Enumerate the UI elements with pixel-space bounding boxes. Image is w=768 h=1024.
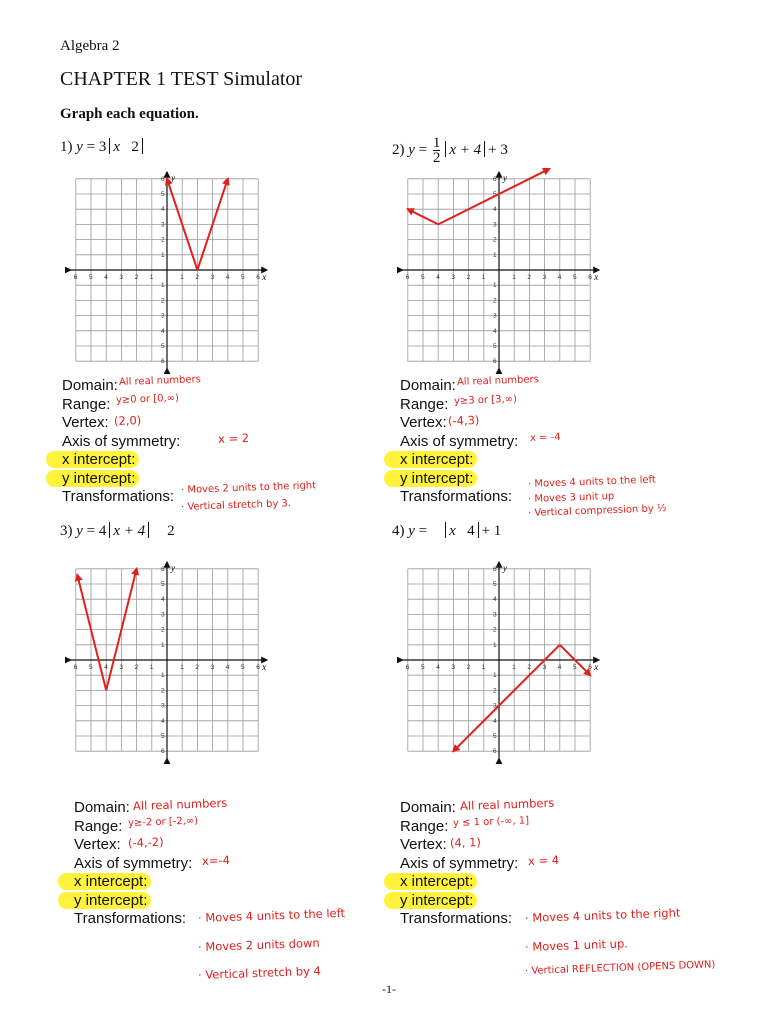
transformations-label: Transformations: [74, 910, 186, 927]
vertex-label: Vertex: [62, 414, 109, 431]
answer-2-range: y≥3 or [3,∞) [453, 393, 518, 407]
graph-left-ray [77, 575, 106, 691]
x-tick-label: 6 [73, 274, 78, 281]
x-intercept-label: x intercept: [384, 451, 477, 468]
x-tick-label: 5 [89, 274, 93, 281]
answer-3-domain: All real numbers [132, 795, 228, 813]
domain-label: Domain: [74, 799, 130, 816]
y-tick-label: 4 [493, 596, 497, 604]
y-tick-label: 6 [161, 565, 165, 573]
y-tick-label: 3 [493, 221, 497, 229]
problem-4-equation: 4) y = x 4 + 1 [392, 523, 502, 539]
x-tick-label: 6 [588, 664, 592, 671]
y-tick-label: 4 [161, 596, 165, 604]
y-tick-label: 2 [161, 297, 165, 305]
vertex-label: Vertex: [400, 836, 447, 853]
y-tick-label: 5 [161, 191, 165, 198]
graph-2 [392, 158, 612, 380]
y-tick-label: 6 [161, 175, 165, 183]
page-number: -1- [382, 982, 396, 996]
answer-1-domain: All real numbers [118, 374, 202, 388]
y-tick-label: 1 [493, 282, 497, 290]
y-tick-label: 3 [161, 221, 165, 229]
range-label: Range: [400, 395, 449, 413]
domain-label: Domain: [400, 799, 456, 816]
x-tick-label: 4 [557, 664, 562, 671]
y-tick-label: 4 [161, 327, 165, 335]
x-tick-label: 6 [405, 274, 410, 281]
y-tick-label: 2 [493, 297, 497, 305]
y-tick-label: 3 [493, 611, 497, 619]
x-tick-label: 2 [527, 664, 532, 671]
x-tick-label: 1 [512, 664, 516, 671]
x-tick-label: 2 [134, 274, 139, 281]
x-tick-label: 4 [104, 274, 108, 281]
y-tick-label: 6 [493, 565, 497, 573]
x-tick-label: 6 [405, 664, 410, 671]
x-tick-label: 2 [195, 274, 200, 281]
answer-1-vertex: (2,0) [113, 413, 142, 428]
x-axis-letter: x [594, 662, 599, 672]
problem-1-equation: 1) y = 3 x 2 [60, 138, 146, 156]
range-label: Range: [74, 817, 123, 835]
x-tick-label: 6 [73, 664, 78, 671]
x-tick-label: 1 [481, 274, 486, 281]
answer-2-vertex: (-4,3) [447, 412, 480, 428]
course-name: Algebra 2 [60, 38, 120, 54]
y-tick-label: 2 [493, 236, 497, 244]
y-tick-label: 1 [161, 282, 165, 290]
x-tick-label: 4 [436, 664, 440, 671]
transformations-label: Transformations: [62, 488, 174, 505]
x-tick-label: 5 [241, 664, 245, 671]
y-tick-label: 6 [161, 748, 165, 756]
transformations-label: Transformations: [400, 488, 512, 505]
answer-4-vertex: (4, 1) [449, 834, 482, 850]
range-label: Range: [400, 817, 449, 835]
x-tick-label: 5 [573, 274, 577, 281]
graph-left-ray [453, 645, 559, 751]
x-tick-label: 3 [119, 274, 124, 281]
y-tick-label: 5 [493, 581, 497, 588]
x-tick-label: 6 [256, 274, 260, 281]
y-tick-label: 1 [493, 672, 497, 680]
y-tick-label: 3 [161, 312, 165, 320]
y-axis-letter: y [503, 562, 507, 573]
answer-3-axis: x=-4 [201, 853, 231, 868]
y-tick-label: 5 [493, 191, 497, 198]
y-tick-label: 5 [161, 581, 165, 588]
y-axis-letter: y [171, 562, 175, 573]
x-tick-label: 6 [256, 664, 260, 671]
answer-2-transform-3: · Vertical compression by ½ [527, 503, 667, 519]
answer-4-range: y ≤ 1 or (-∞, 1] [452, 815, 530, 829]
x-tick-label: 3 [210, 664, 215, 671]
axis-label: Axis of symmetry: [400, 854, 519, 872]
y-tick-label: 6 [493, 358, 497, 366]
x-tick-label: 1 [180, 274, 184, 281]
y-tick-label: 2 [493, 687, 497, 695]
x-tick-label: 1 [149, 664, 154, 671]
y-tick-label: 5 [493, 343, 497, 350]
domain-label: Domain: [400, 377, 456, 394]
y-intercept-label: y intercept: [384, 470, 477, 487]
x-tick-label: 3 [119, 664, 124, 671]
y-tick-label: 4 [493, 206, 497, 214]
answer-4-axis: x = 4 [527, 852, 560, 868]
x-tick-label: 3 [210, 274, 215, 281]
x-tick-label: 5 [89, 664, 93, 671]
axis-label: Axis of symmetry: [74, 854, 193, 872]
x-tick-label: 4 [436, 274, 440, 281]
instructions: Graph each equation. [60, 106, 199, 122]
x-tick-label: 2 [527, 274, 532, 281]
y-intercept-label: y intercept: [46, 470, 139, 487]
y-tick-label: 1 [493, 251, 497, 259]
x-intercept-label: x intercept: [46, 451, 139, 468]
transformations-label: Transformations: [400, 910, 512, 927]
x-tick-label: 3 [542, 274, 547, 281]
answer-3-transform-2: · Moves 2 units down [197, 935, 320, 954]
y-tick-label: 6 [493, 175, 497, 183]
vertex-label: Vertex: [74, 836, 121, 853]
y-tick-label: 2 [493, 626, 497, 634]
y-tick-label: 4 [493, 717, 497, 725]
y-tick-label: 4 [161, 206, 165, 214]
x-tick-label: 5 [421, 664, 425, 671]
x-tick-label: 1 [481, 664, 486, 671]
x-tick-label: 1 [512, 274, 516, 281]
x-tick-label: 3 [542, 664, 547, 671]
vertex-label: Vertex: [400, 414, 447, 431]
answer-4-transform-1: · Moves 4 units to the right [524, 905, 681, 925]
y-tick-label: 4 [161, 717, 165, 725]
axis-label: Axis of symmetry: [62, 432, 181, 450]
answer-3-vertex: (-4,-2) [127, 834, 164, 850]
x-tick-label: 3 [451, 664, 456, 671]
y-tick-label: 1 [161, 672, 165, 680]
y-tick-label: 1 [161, 641, 165, 649]
problem-3-equation: 3) y = 4 x + 4 2 [60, 523, 175, 539]
answer-3-transform-3: · Vertical stretch by 4 [197, 963, 322, 982]
x-tick-label: 1 [149, 274, 154, 281]
x-tick-label: 4 [104, 664, 108, 671]
y-tick-label: 5 [493, 733, 497, 740]
answer-3-transform-1: · Moves 4 units to the left [197, 905, 346, 925]
answer-3-range: y≥-2 or [-2,∞) [127, 815, 199, 829]
y-tick-label: 3 [161, 702, 165, 710]
y-tick-label: 5 [161, 733, 165, 740]
y-tick-label: 3 [493, 312, 497, 320]
x-tick-label: 5 [573, 664, 577, 671]
answer-1-transform-1: · Moves 2 units to the right [180, 480, 317, 496]
y-intercept-label: y intercept: [58, 892, 151, 909]
answer-4-transform-2: · Moves 1 unit up. [524, 936, 629, 954]
range-label: Range: [62, 395, 111, 413]
answer-2-domain: All real numbers [456, 374, 540, 388]
x-tick-label: 2 [466, 274, 471, 281]
page-title: CHAPTER 1 TEST Simulator [60, 68, 303, 90]
y-tick-label: 5 [161, 343, 165, 350]
y-tick-label: 2 [161, 626, 165, 634]
graph-3 [60, 548, 280, 770]
x-intercept-label: x intercept: [58, 873, 151, 890]
x-axis-letter: x [262, 272, 267, 282]
y-tick-label: 3 [161, 611, 165, 619]
x-tick-label: 6 [588, 274, 592, 281]
x-tick-label: 2 [466, 664, 471, 671]
answer-2-transform-1: · Moves 4 units to the left [527, 474, 656, 490]
answer-1-transform-2: · Vertical stretch by 3. [180, 498, 292, 513]
x-intercept-label: x intercept: [384, 873, 477, 890]
x-tick-label: 4 [225, 664, 230, 671]
y-tick-label: 3 [493, 702, 497, 710]
y-tick-label: 1 [493, 641, 497, 649]
answer-4-transform-3: · Vertical REFLECTION (OPENS DOWN) [524, 959, 716, 977]
problem-2-equation: 2) y = $\frac{1}{2}$ x + 4 + 3 [392, 135, 508, 166]
graph-1 [60, 158, 280, 380]
domain-label: Domain: [62, 377, 118, 394]
y-tick-label: 1 [161, 251, 165, 259]
answer-2-axis: x = -4 [529, 431, 561, 444]
x-tick-label: 3 [451, 274, 456, 281]
answer-1-axis: x = 2 [217, 430, 250, 446]
y-tick-label: 6 [161, 358, 165, 366]
answer-4-domain: All real numbers [459, 795, 555, 813]
y-intercept-label: y intercept: [384, 892, 477, 909]
x-tick-label: 4 [557, 274, 562, 281]
y-tick-label: 4 [493, 327, 497, 335]
y-tick-label: 6 [493, 748, 497, 756]
x-tick-label: 5 [421, 274, 425, 281]
x-tick-label: 1 [180, 664, 184, 671]
x-tick-label: 2 [134, 664, 139, 671]
x-tick-label: 2 [195, 664, 200, 671]
axis-label: Axis of symmetry: [400, 432, 519, 450]
x-tick-label: 4 [225, 274, 230, 281]
answer-1-range: y≥0 or [0,∞) [115, 392, 180, 406]
graph-4 [392, 548, 612, 770]
x-axis-letter: x [594, 272, 599, 282]
y-axis-letter: y [503, 172, 507, 183]
y-axis-letter: y [171, 172, 175, 183]
x-axis-letter: x [262, 662, 267, 672]
y-tick-label: 2 [161, 687, 165, 695]
y-tick-label: 2 [161, 236, 165, 244]
x-tick-label: 5 [241, 274, 245, 281]
answer-2-transform-2: · Moves 3 unit up [527, 490, 615, 505]
